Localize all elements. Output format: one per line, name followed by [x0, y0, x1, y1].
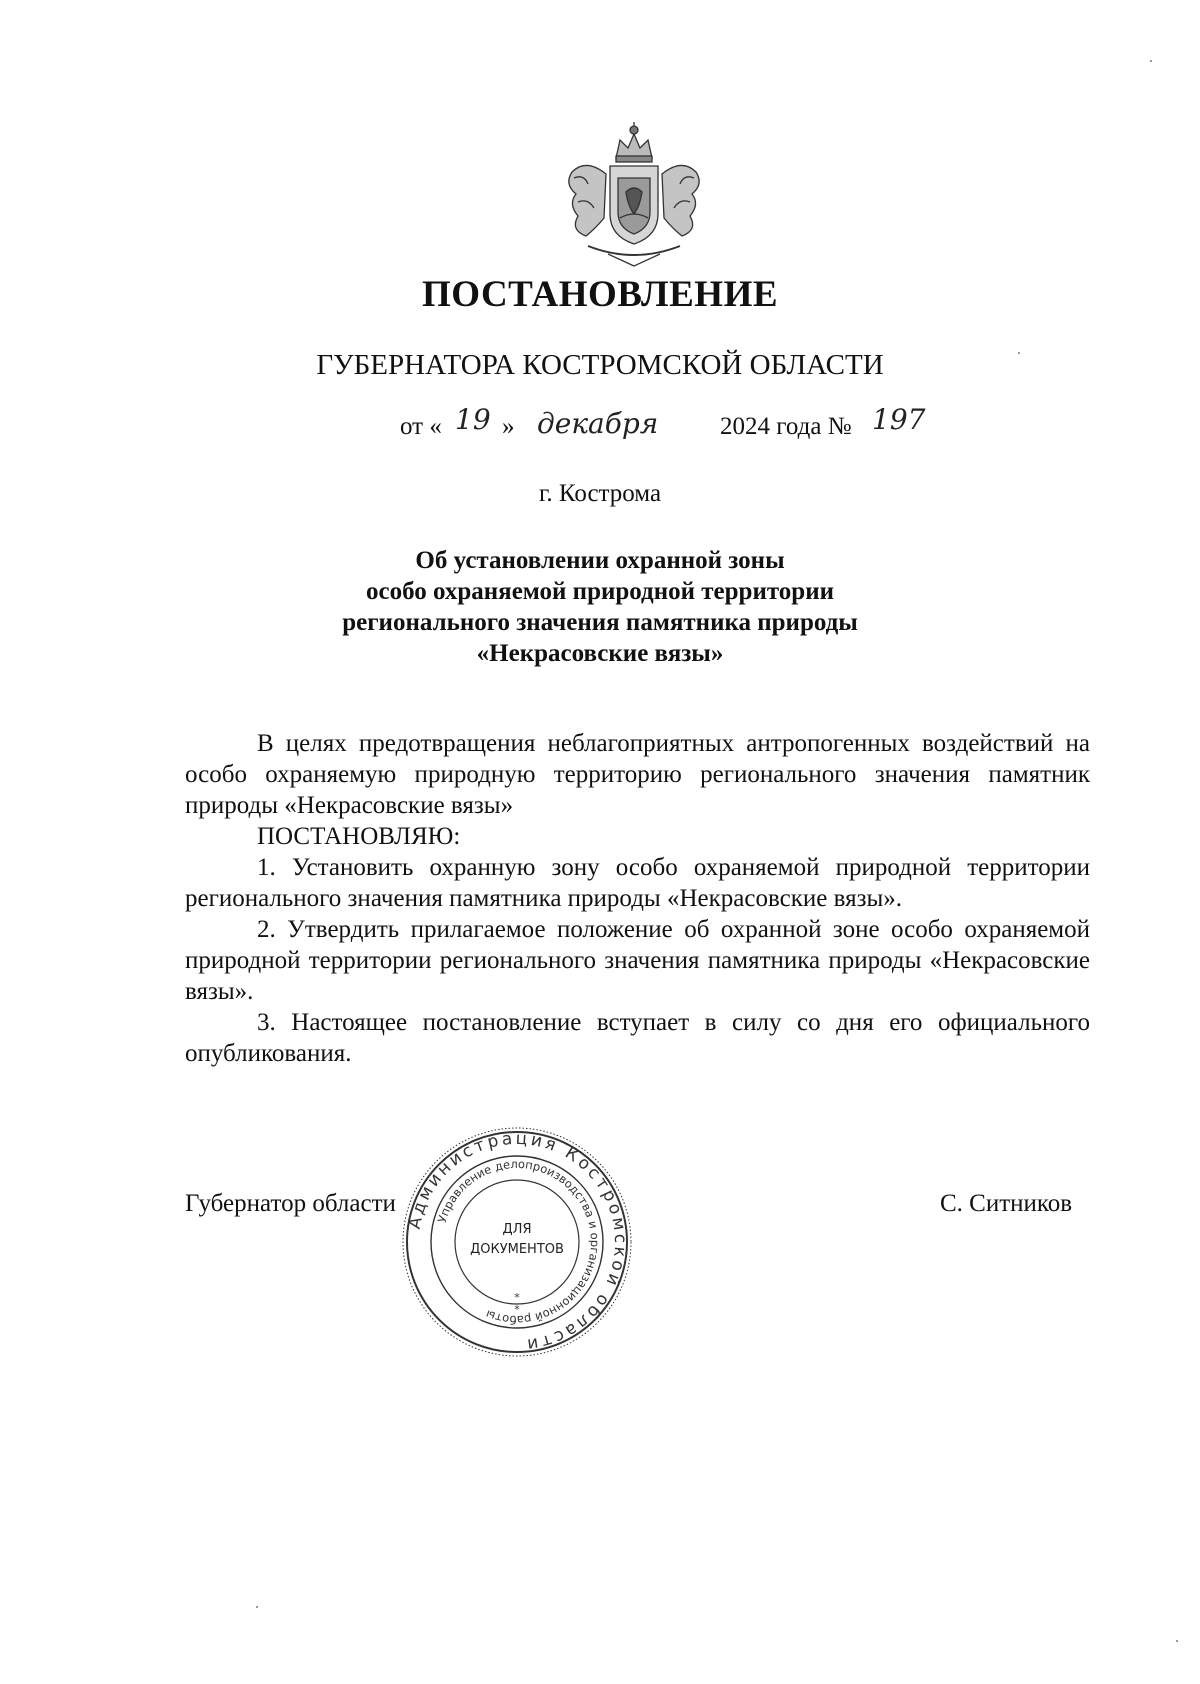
title-line: «Некрасовские вязы» [476, 640, 724, 667]
body-item: 1. Установить охранную зону особо охраняемой природной территории регионального значения памятника природы «Некрасовские вязы». [185, 854, 1090, 912]
official-seal [400, 1125, 634, 1359]
signatory-name: С. Ситников [940, 1190, 1073, 1217]
seal-star-icon: * [514, 1291, 520, 1304]
issuer-heading: ГУБЕРНАТОРА КОСТРОМСКОЙ ОБЛАСТИ [316, 349, 884, 381]
title-line: Об установлении охранной зоны [415, 547, 785, 574]
title-line: регионального значения памятника природы [342, 609, 858, 636]
date-prefix: от « [400, 413, 442, 440]
seal-inner-text: Управление делопроизводства и организационной работы [434, 1156, 603, 1328]
seal-star-icon: * [514, 1303, 520, 1316]
resolution-keyword: ПОСТАНОВЛЯЮ: [257, 823, 461, 850]
document-city: г. Кострома [538, 480, 662, 507]
date-day-handwritten: 19 [455, 403, 491, 436]
seal-outer-text: Администрация Костромской области [404, 1128, 631, 1355]
body-paragraph: В целях предотвращения неблагоприятных антропогенных воздействий на особо охраняемую природную территорию регионального значения памятник природы «Некрасовские вязы» [185, 730, 1090, 819]
date-month-handwritten: декабря [537, 407, 659, 440]
scan-speck [1150, 60, 1152, 62]
document-type-heading: ПОСТАНОВЛЕНИЕ [421, 274, 779, 315]
document-body [185, 728, 1090, 1069]
date-year-text: 2024 года № [720, 413, 852, 440]
scan-speck [1176, 1640, 1178, 1642]
document-title [0, 545, 1200, 669]
signatory-position: Губернатор области [185, 1190, 396, 1217]
date-close-quote: » [502, 413, 515, 440]
title-line: особо охраняемой природной территории [365, 578, 835, 605]
scan-speck [256, 1606, 258, 1608]
seal-center-line: ДЛЯ [502, 1222, 532, 1237]
body-item: 3. Настоящее постановление вступает в силу со дня его официального опубликования. [185, 1009, 1090, 1067]
body-item: 2. Утвердить прилагаемое положение об охранной зоне особо охраняемой природной территории регионального значения памятника природы «Некрасовские вязы». [185, 916, 1090, 1005]
document-number-handwritten: 197 [872, 403, 926, 436]
scan-speck [1018, 352, 1020, 354]
seal-center-line: ДОКУМЕНТОВ [470, 1242, 564, 1257]
kostroma-coat-of-arms-icon [548, 118, 720, 268]
